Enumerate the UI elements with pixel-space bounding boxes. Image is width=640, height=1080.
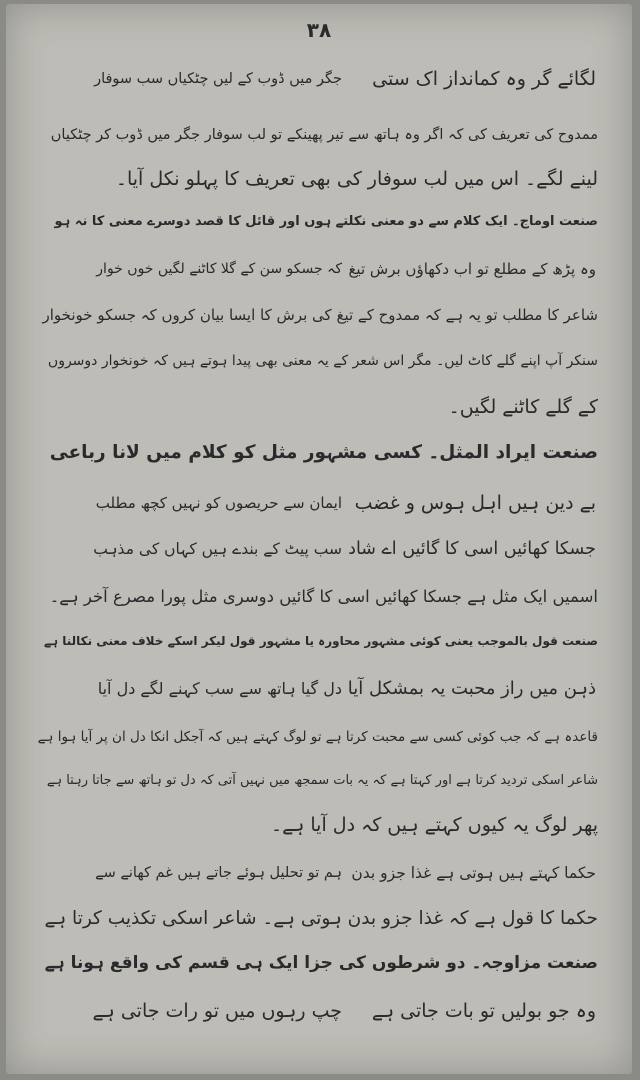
couplet-2-second-hemistich: کہ جسکو سن کے گلا کاٹنے لگیں خوں خوار	[96, 261, 342, 277]
prose-line: قاعدہ ہے کہ جب کوئی کسی سے محبت کرتا ہے تو لوگ کہتے ہیں کہ آجکل انکا دل ان پر آیا ہوا ہے	[37, 729, 598, 745]
couplet-2-first-hemistich: وہ پڑھ کے مطلع تو اب دکھاؤں برش تیغ	[348, 260, 596, 278]
couplet-6-second-hemistich: چپ رہوں میں تو رات جاتی ہے	[92, 1000, 342, 1022]
prose-line: اسمیں ایک مثل ہے جسکا کھائیں اسی کا گائیں دوسری مثل پورا مصرع آخر ہے۔	[49, 587, 598, 606]
prose-line: پھر لوگ یہ کیوں کہتے ہیں کہ دل آیا ہے۔	[270, 814, 598, 836]
prose-line: شاعر اسکی تردید کرتا ہے اور کہتا ہے کہ یہ بات سمجھ میں نہیں آتی کہ دل تو ہاتھ سے جاتا رہتا ہے	[46, 773, 598, 788]
couplet-5-second-hemistich: ہم تو تحلیل ہوئے جاتے ہیں غم کھانے سے	[95, 865, 342, 881]
section-heading-irad-ul-masal: صنعت ایراد المثل۔ کسی مشہور مثل کو کلام میں لانا رباعی	[49, 442, 598, 463]
couplet-4-first-hemistich: ذہن میں راز محبت یہ بمشکل آیا	[347, 678, 596, 699]
couplet-1-first-hemistich: لگائے گر وہ کمانداز اک ستی	[372, 68, 596, 90]
book-page	[6, 4, 632, 1074]
rubai-line-4: سب پیٹ کے بندے ہیں کہاں کی مذہب	[93, 540, 342, 558]
couplet-5-first-hemistich: حکما کہتے ہیں ہوتی ہے غذا جزو بدن	[351, 864, 596, 882]
prose-line: سنکر آپ اپنے گلے کاٹ لیں۔ مگر اس شعر کے یہ معنی بھی پیدا ہوتے ہیں کہ خونخوار دوسروں	[47, 353, 598, 369]
prose-line: کے گلے کاٹنے لگیں۔	[448, 396, 598, 418]
prose-line: حکما کا قول ہے کہ غذا جزو بدن ہوتی ہے۔ شاعر اسکی تکذیب کرتا ہے	[44, 908, 598, 929]
couplet-4-second-hemistich: دل گیا ہاتھ سے سب کہنے لگے دل آیا	[97, 679, 342, 698]
rubai-line-3: جسکا کھائیں اسی کا گائیں اے شاد	[348, 539, 596, 559]
rubai-line-2: ایمان سے حریصوں کو نہیں کچھ مطلب	[95, 494, 342, 512]
couplet-1-second-hemistich: جگر میں ڈوب کے لیں چٹکیاں سب سوفار	[94, 71, 342, 87]
section-heading-muzawaja: صنعت مزاوجہ۔ دو شرطوں کی جزا ایک ہی قسم کی واقع ہونا ہے	[44, 953, 598, 973]
page-number: ۳۸	[306, 18, 332, 42]
rubai-line-1: بے دین ہیں اہل ہوس و غضب	[354, 492, 596, 514]
couplet-6-first-hemistich: وہ جو بولیں تو بات جاتی ہے	[371, 1000, 596, 1022]
prose-line: شاعر کا مطلب تو یہ ہے کہ ممدوح کے تیغ کی برش کا ایسا بیان کروں کہ جسکو خونخوار	[42, 306, 598, 324]
prose-line: ممدوح کی تعریف کی کہ اگر وہ ہاتھ سے تیر پھینکے تو لب سوفار جگر میں ڈوب کر چٹکیاں	[50, 127, 598, 143]
section-heading-idmaj: صنعت اوماج۔ ایک کلام سے دو معنی نکلتے ہوں اور قائل کا قصد دوسرے معنی کا نہ ہو	[54, 214, 598, 229]
section-heading-qaul-bil-mujib: صنعت قول بالموجب یعنی کوئی مشہور محاورہ یا مشہور قول لیکر اسکے خلاف معنی نکالنا ہے	[43, 634, 598, 648]
prose-line: لینے لگے۔ اس میں لب سوفار کی بھی تعریف کا پہلو نکل آیا۔	[115, 168, 598, 190]
